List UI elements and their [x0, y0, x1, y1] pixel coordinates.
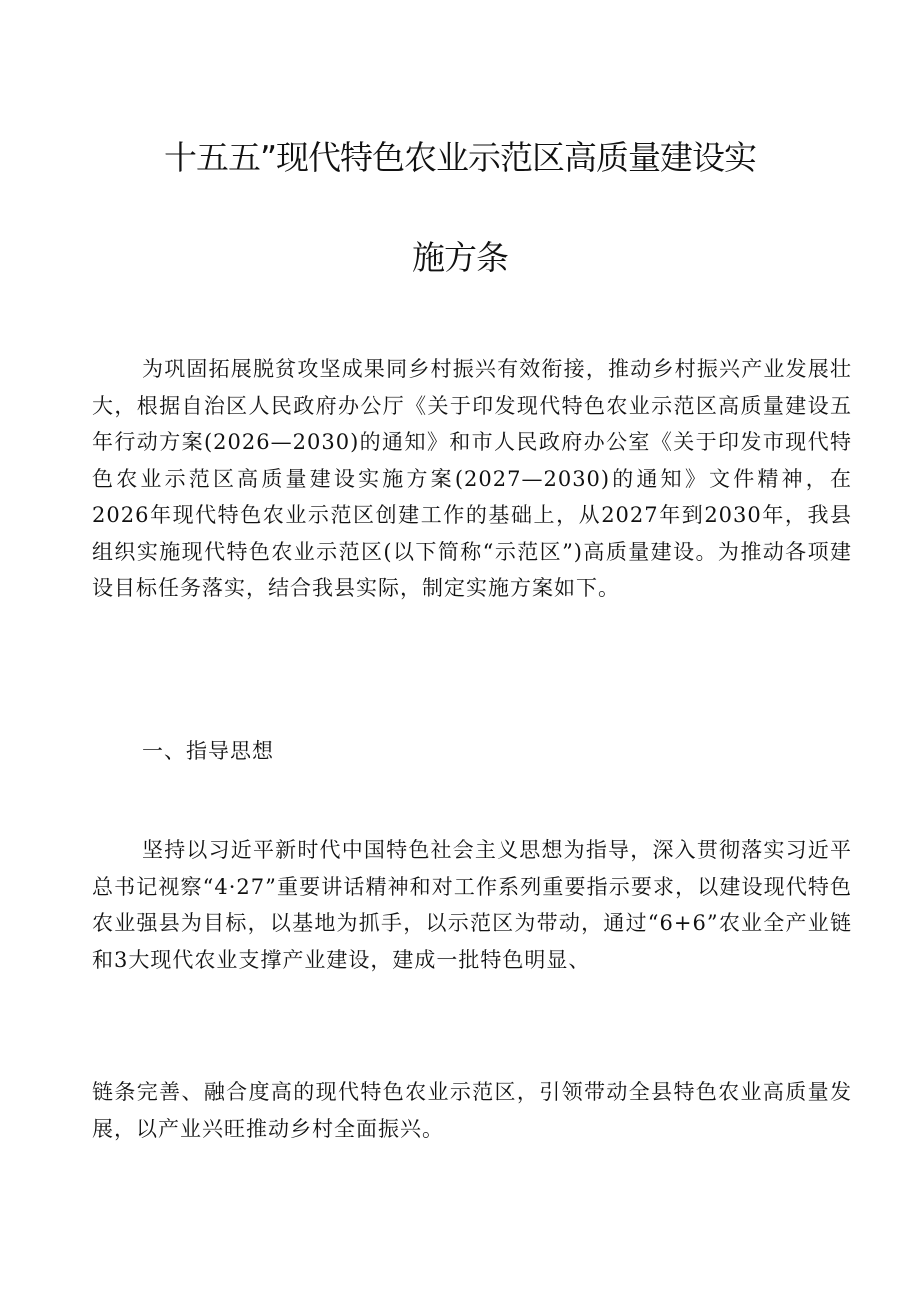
intro-paragraph: 为巩固拓展脱贫攻坚成果同乡村振兴有效衔接，推动乡村振兴产业发展壮大，根据自治区人民政府办公厅《关于印发现代特色农业示范区高质量建设五年行动方案(2026—2030)的通知》和市人民政府办公室《关于印发市现代特色农业示范区高质量建设实施方案(2027—2030)的通知》文件精神，在2026年现代特色农业示范区创建工作的基础上，从2027年到2030年，我县组织实施现代特色农业示范区(以下简称“示范区”)高质量建设。为推动各项建设目标任务落实，结合我县实际，制定实施方案如下。 — [92, 357, 852, 600]
guiding-ideology-paragraph: 坚持以习近平新时代中国特色社会主义思想为指导，深入贯彻落实习近平总书记视察“4·27”重要讲话精神和对工作系列重要指示要求，以建设现代特色农业强县为目标，以基地为抓手，以示范区为带动，通过“6+6”农业全产业链和3大现代农业支撑产业建设，建成一批特色明显、 — [92, 838, 852, 972]
document-title-line-1: 十五五”现代特色农业示范区高质量建设实 — [163, 138, 757, 177]
document-title-line-2: 施方条 — [412, 238, 508, 277]
guiding-ideology-paragraph-continued: 链条完善、融合度高的现代特色农业示范区，引领带动全县特色农业高质量发展，以产业兴旺推动乡村全面振兴。 — [92, 1080, 852, 1141]
section-heading-guiding-ideology: 一、指导思想 — [142, 739, 274, 763]
